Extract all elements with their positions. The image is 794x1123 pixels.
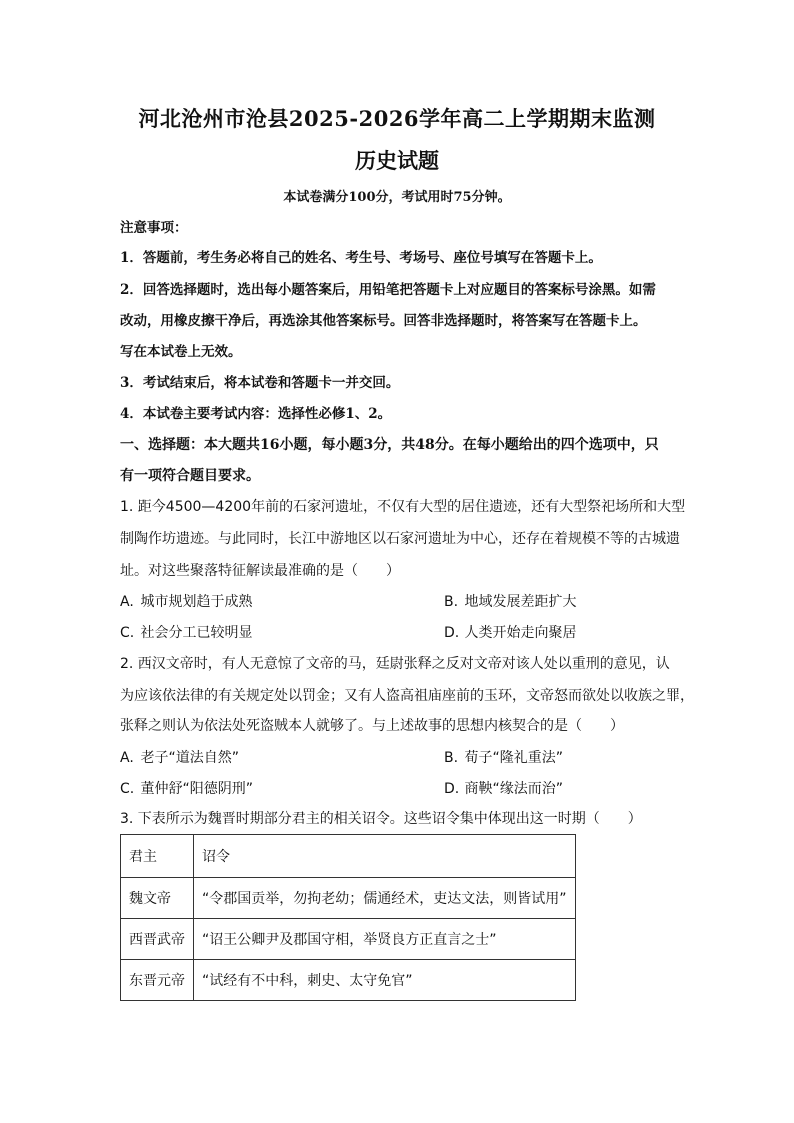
- question-2-line-1: 2. 西汉文帝时，有人无意惊了文帝的马，廷尉张释之反对文帝对该人处以重刑的意见，认: [120, 656, 670, 672]
- question-2-option-d[interactable]: [444, 779, 563, 799]
- subject-title: 历史试题: [355, 148, 439, 173]
- question-2-line-2: 为应该依法律的有关规定处以罚金；又有人盗高祖庙座前的玉环，文帝怒而欲处以收族之罪，: [120, 688, 694, 704]
- option-text: 城市规划趋于成熟: [140, 594, 253, 610]
- notes-heading: 注意事项：: [120, 220, 188, 236]
- question-2-option-a[interactable]: [120, 748, 239, 768]
- table-row: [121, 960, 576, 1001]
- option-text: 地域发展差距扩大: [464, 594, 577, 610]
- question-1-option-d[interactable]: [444, 623, 576, 643]
- note-2-line-2: 改动，用橡皮擦干净后，再选涂其他答案标号。回答非选择题时，将答案写在答题卡上。: [120, 313, 647, 329]
- option-letter: D.: [444, 625, 460, 641]
- question-1-line-1: 1. 距今4500—4200年前的石家河遗址，不仅有大型的居住遗迹，还有大型祭祀场所和大型: [120, 499, 686, 515]
- option-text: 商鞅“缘法而治”: [464, 781, 563, 797]
- question-1-option-b[interactable]: [444, 592, 576, 612]
- option-letter: B.: [444, 594, 459, 610]
- question-2-option-b[interactable]: [444, 748, 563, 768]
- option-letter: D.: [444, 781, 460, 797]
- section-heading-line-2: 有一项符合题目要求。: [120, 468, 260, 484]
- question-1-option-a[interactable]: [120, 592, 252, 612]
- note-1: 1．答题前，考生务必将自己的姓名、考生号、考场号、座位号填写在答题卡上。: [120, 250, 602, 266]
- option-letter: B.: [444, 750, 459, 766]
- table-row: [121, 878, 576, 919]
- option-text: 老子“道法自然”: [140, 750, 239, 766]
- table-cell-edict: “试经有不中科，刺史、太守免官”: [194, 960, 576, 1001]
- note-2-line-1: 2．回答选择题时，选出每小题答案后，用铅笔把答题卡上对应题目的答案标号涂黑。如需: [120, 282, 656, 298]
- edict-table: [120, 834, 576, 1001]
- note-3: 3．考试结束后，将本试卷和答题卡一并交回。: [120, 375, 400, 391]
- option-text: 董仲舒“阳德阴刑”: [140, 781, 253, 797]
- question-3-line-1: 3. 下表所示为魏晋时期部分君主的相关诏令。这些诏令集中体现出这一时期（ ）: [120, 811, 642, 827]
- exam-title: 河北沧州市沧县2025-2026学年高二上学期期末监测: [138, 106, 656, 131]
- option-letter: C.: [120, 625, 135, 641]
- option-text: 荀子“隆礼重法”: [464, 750, 563, 766]
- exam-info: 本试卷满分100分，考试用时75分钟。: [283, 190, 511, 205]
- option-letter: A.: [120, 594, 134, 610]
- question-1-line-2: 制陶作坊遗迹。与此同时，长江中游地区以石家河遗址为中心，还存在着规模不等的古城遗: [120, 531, 680, 547]
- table-row: [121, 919, 576, 960]
- table-header-row: [121, 835, 576, 878]
- table-cell-edict: “令郡国贡举，勿拘老幼；儒通经术，吏达文法，则皆试用”: [194, 878, 576, 919]
- option-letter: A.: [120, 750, 134, 766]
- option-text: 人类开始走向聚居: [464, 625, 577, 641]
- table-header-edict: 诏令: [194, 835, 576, 878]
- table-cell-ruler: 东晋元帝: [121, 960, 194, 1001]
- note-4: 4．本试卷主要考试内容：选择性必修1、2。: [120, 406, 392, 422]
- question-1-line-3: 址。对这些聚落特征解读最准确的是（ ）: [120, 563, 400, 579]
- table-cell-edict: “诏王公卿尹及郡国守相，举贤良方正直言之士”: [194, 919, 576, 960]
- note-2-line-3: 写在本试卷上无效。: [120, 344, 242, 360]
- section-heading-line-1: 一、选择题：本大题共16小题，每小题3分，共48分。在每小题给出的四个选项中，只: [120, 437, 659, 453]
- option-text: 社会分工已较明显: [140, 625, 253, 641]
- question-2-line-3: 张释之则认为依法处死盗贼本人就够了。与上述故事的思想内核契合的是（ ）: [120, 718, 624, 734]
- table-cell-ruler: 魏文帝: [121, 878, 194, 919]
- question-2-option-c[interactable]: [120, 779, 253, 799]
- option-letter: C.: [120, 781, 135, 797]
- question-1-option-c[interactable]: [120, 623, 252, 643]
- table-cell-ruler: 西晋武帝: [121, 919, 194, 960]
- table-header-ruler: 君主: [121, 835, 194, 878]
